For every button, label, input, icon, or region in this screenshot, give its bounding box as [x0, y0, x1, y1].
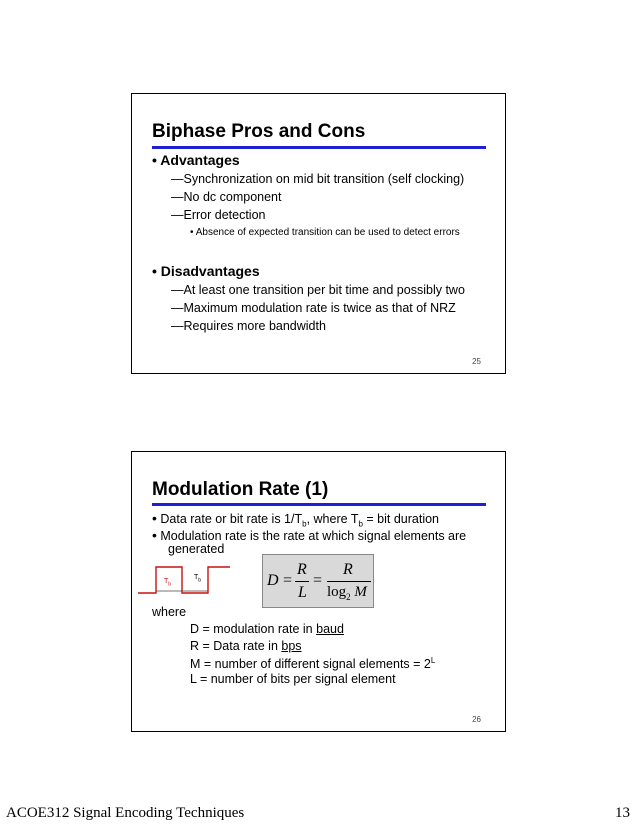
definition-text: R = Data rate in — [190, 639, 282, 653]
where-label: where — [152, 605, 187, 619]
superscript: L — [430, 656, 436, 665]
page-number: 26 — [472, 715, 481, 724]
fraction-bar — [295, 581, 309, 582]
numerator: R — [297, 561, 307, 578]
label-text: T — [164, 578, 169, 585]
item-text: Absence of expected transition can be used to detect errors — [195, 227, 460, 238]
bit-duration-label — [194, 574, 201, 583]
advantages-heading — [152, 152, 240, 168]
subscript: b — [358, 519, 363, 529]
formula-box — [262, 554, 374, 608]
bullet-modulation-rate-cont: generated — [168, 542, 225, 556]
numerator: R — [343, 561, 353, 578]
bullet-icon: • — [152, 510, 157, 526]
list-item: —Synchronization on mid bit transition (self clocking) — [171, 172, 465, 186]
text-part: , where T — [306, 512, 359, 526]
signal-waveform-diagram — [136, 562, 232, 596]
footer-course-title: ACOE312 Signal Encoding Techniques — [6, 805, 245, 821]
subscript: b — [198, 577, 202, 584]
list-item: —At least one transition per bit time and possibly two — [171, 283, 465, 297]
heading-text: Advantages — [160, 152, 240, 168]
definition-item: L = number of bits per signal element — [190, 672, 396, 686]
list-item: —Maximum modulation rate is twice as that of NRZ — [171, 301, 456, 315]
list-item: —Requires more bandwidth — [171, 319, 326, 333]
item-text: Synchronization on mid bit transition (self clocking) — [183, 172, 465, 186]
equals-sign: = — [283, 572, 293, 589]
slide-title: Biphase Pros and Cons — [152, 121, 366, 142]
bullet-icon: • — [190, 227, 194, 238]
item-text: Error detection — [183, 208, 266, 222]
item-text: Maximum modulation rate is twice as that of NRZ — [183, 301, 456, 315]
baud-link[interactable]: baud — [316, 622, 344, 636]
equals-sign: = — [313, 572, 323, 589]
log-text: log — [327, 584, 347, 600]
variable: M — [354, 584, 367, 600]
log-base: 2 — [346, 592, 351, 602]
signal-waveform — [138, 567, 230, 593]
slide-modulation-rate — [131, 451, 506, 732]
bullet-icon: • — [152, 527, 157, 543]
bullet-icon: • — [152, 263, 157, 279]
footer-page-number: 13 — [615, 805, 630, 821]
definition-item — [190, 622, 344, 636]
bps-link[interactable]: bps — [281, 639, 302, 653]
definition-text: M = number of different signal elements = 2 — [190, 657, 431, 672]
slide-biphase — [131, 93, 506, 374]
bullet-data-rate — [152, 510, 439, 529]
fraction-bar — [327, 581, 371, 582]
sub-list-item — [190, 227, 460, 238]
formula-lhs: D — [267, 572, 279, 589]
bullet-icon: • — [152, 152, 157, 168]
list-item: —No dc component — [171, 190, 282, 204]
bit-duration-label — [164, 578, 171, 587]
denominator — [327, 584, 367, 602]
subscript: b — [302, 519, 307, 529]
title-underline — [152, 503, 486, 506]
label-text: T — [194, 574, 199, 581]
text-part: Data rate or bit rate is 1/T — [160, 512, 303, 526]
item-text: No dc component — [183, 190, 282, 204]
item-text: Requires more bandwidth — [183, 319, 326, 333]
slide-title: Modulation Rate (1) — [152, 479, 329, 500]
definition-item — [190, 656, 435, 671]
denominator: L — [298, 584, 307, 601]
definition-item — [190, 639, 302, 653]
item-text: At least one transition per bit time and possibly two — [183, 283, 465, 297]
disadvantages-heading — [152, 263, 260, 279]
heading-text: Disadvantages — [160, 263, 260, 279]
list-item: —Error detection — [171, 208, 266, 222]
text-part: Modulation rate is the rate at which signal elements are — [160, 529, 467, 543]
definition-text: D = modulation rate in — [190, 622, 317, 636]
text-part: = bit duration — [362, 512, 439, 526]
page-number: 25 — [472, 357, 481, 366]
subscript: b — [168, 581, 172, 588]
title-underline — [152, 146, 486, 149]
bullet-modulation-rate — [152, 527, 466, 543]
